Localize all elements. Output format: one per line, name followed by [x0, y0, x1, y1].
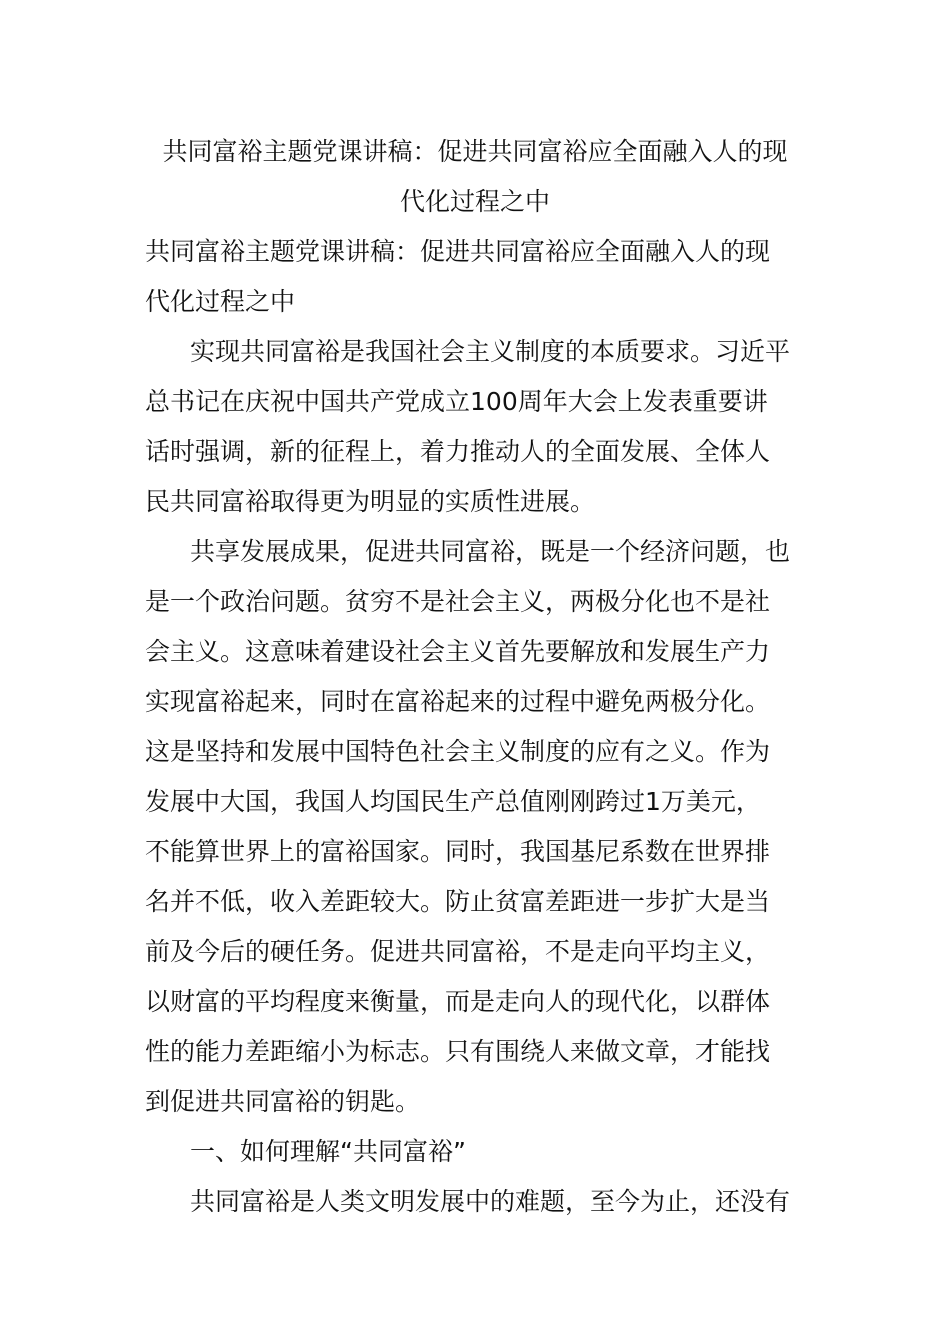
paragraph-1-line-4: 民共同富裕取得更为明显的实质性进展。 — [145, 487, 596, 516]
document-title-line-2: 代化过程之中 — [399, 187, 550, 216]
paragraph-2-line-5: 这是坚持和发展中国特色社会主义制度的应有之义。作为 — [145, 737, 771, 766]
paragraph-3-line-1: 共同富裕是人类文明发展中的难题，至今为止，还没有 — [190, 1187, 791, 1216]
document-title-line-1: 共同富裕主题党课讲稿：促进共同富裕应全面融入人的现 — [162, 137, 788, 166]
paragraph-1-line-3: 话时强调，新的征程上，着力推动人的全面发展、全体人 — [145, 437, 771, 466]
paragraph-2-line-8: 名并不低，收入差距较大。防止贫富差距进一步扩大是当 — [145, 887, 771, 916]
paragraph-2-line-2: 是一个政治问题。贫穷不是社会主义，两极分化也不是社 — [145, 587, 771, 616]
paragraph-1-line-1: 实现共同富裕是我国社会主义制度的本质要求。习近平 — [190, 337, 791, 366]
paragraph-2-line-11: 性的能力差距缩小为标志。只有围绕人来做文章，才能找 — [145, 1037, 771, 1066]
heading-line-1: 共同富裕主题党课讲稿：促进共同富裕应全面融入人的现 — [145, 237, 771, 266]
paragraph-2-line-1: 共享发展成果，促进共同富裕，既是一个经济问题，也 — [190, 537, 791, 566]
paragraph-2-line-3: 会主义。这意味着建设社会主义首先要解放和发展生产力 — [145, 637, 771, 666]
paragraph-2-line-6: 发展中大国，我国人均国民生产总值刚刚跨过1万美元， — [145, 787, 761, 816]
paragraph-1-line-2: 总书记在庆祝中国共产党成立100周年大会上发表重要讲 — [145, 387, 768, 416]
paragraph-2-line-12: 到促进共同富裕的钥匙。 — [145, 1087, 421, 1116]
paragraph-2-line-7: 不能算世界上的富裕国家。同时，我国基尼系数在世界排 — [145, 837, 771, 866]
paragraph-2-line-4: 实现富裕起来，同时在富裕起来的过程中避免两极分化。 — [145, 687, 771, 716]
paragraph-2-line-10: 以财富的平均程度来衡量，而是走向人的现代化，以群体 — [145, 987, 771, 1016]
paragraph-2-line-9: 前及今后的硬任务。促进共同富裕，不是走向平均主义， — [145, 937, 771, 966]
section-heading: 一、如何理解“共同富裕” — [190, 1137, 466, 1166]
heading-line-2: 代化过程之中 — [145, 287, 296, 316]
